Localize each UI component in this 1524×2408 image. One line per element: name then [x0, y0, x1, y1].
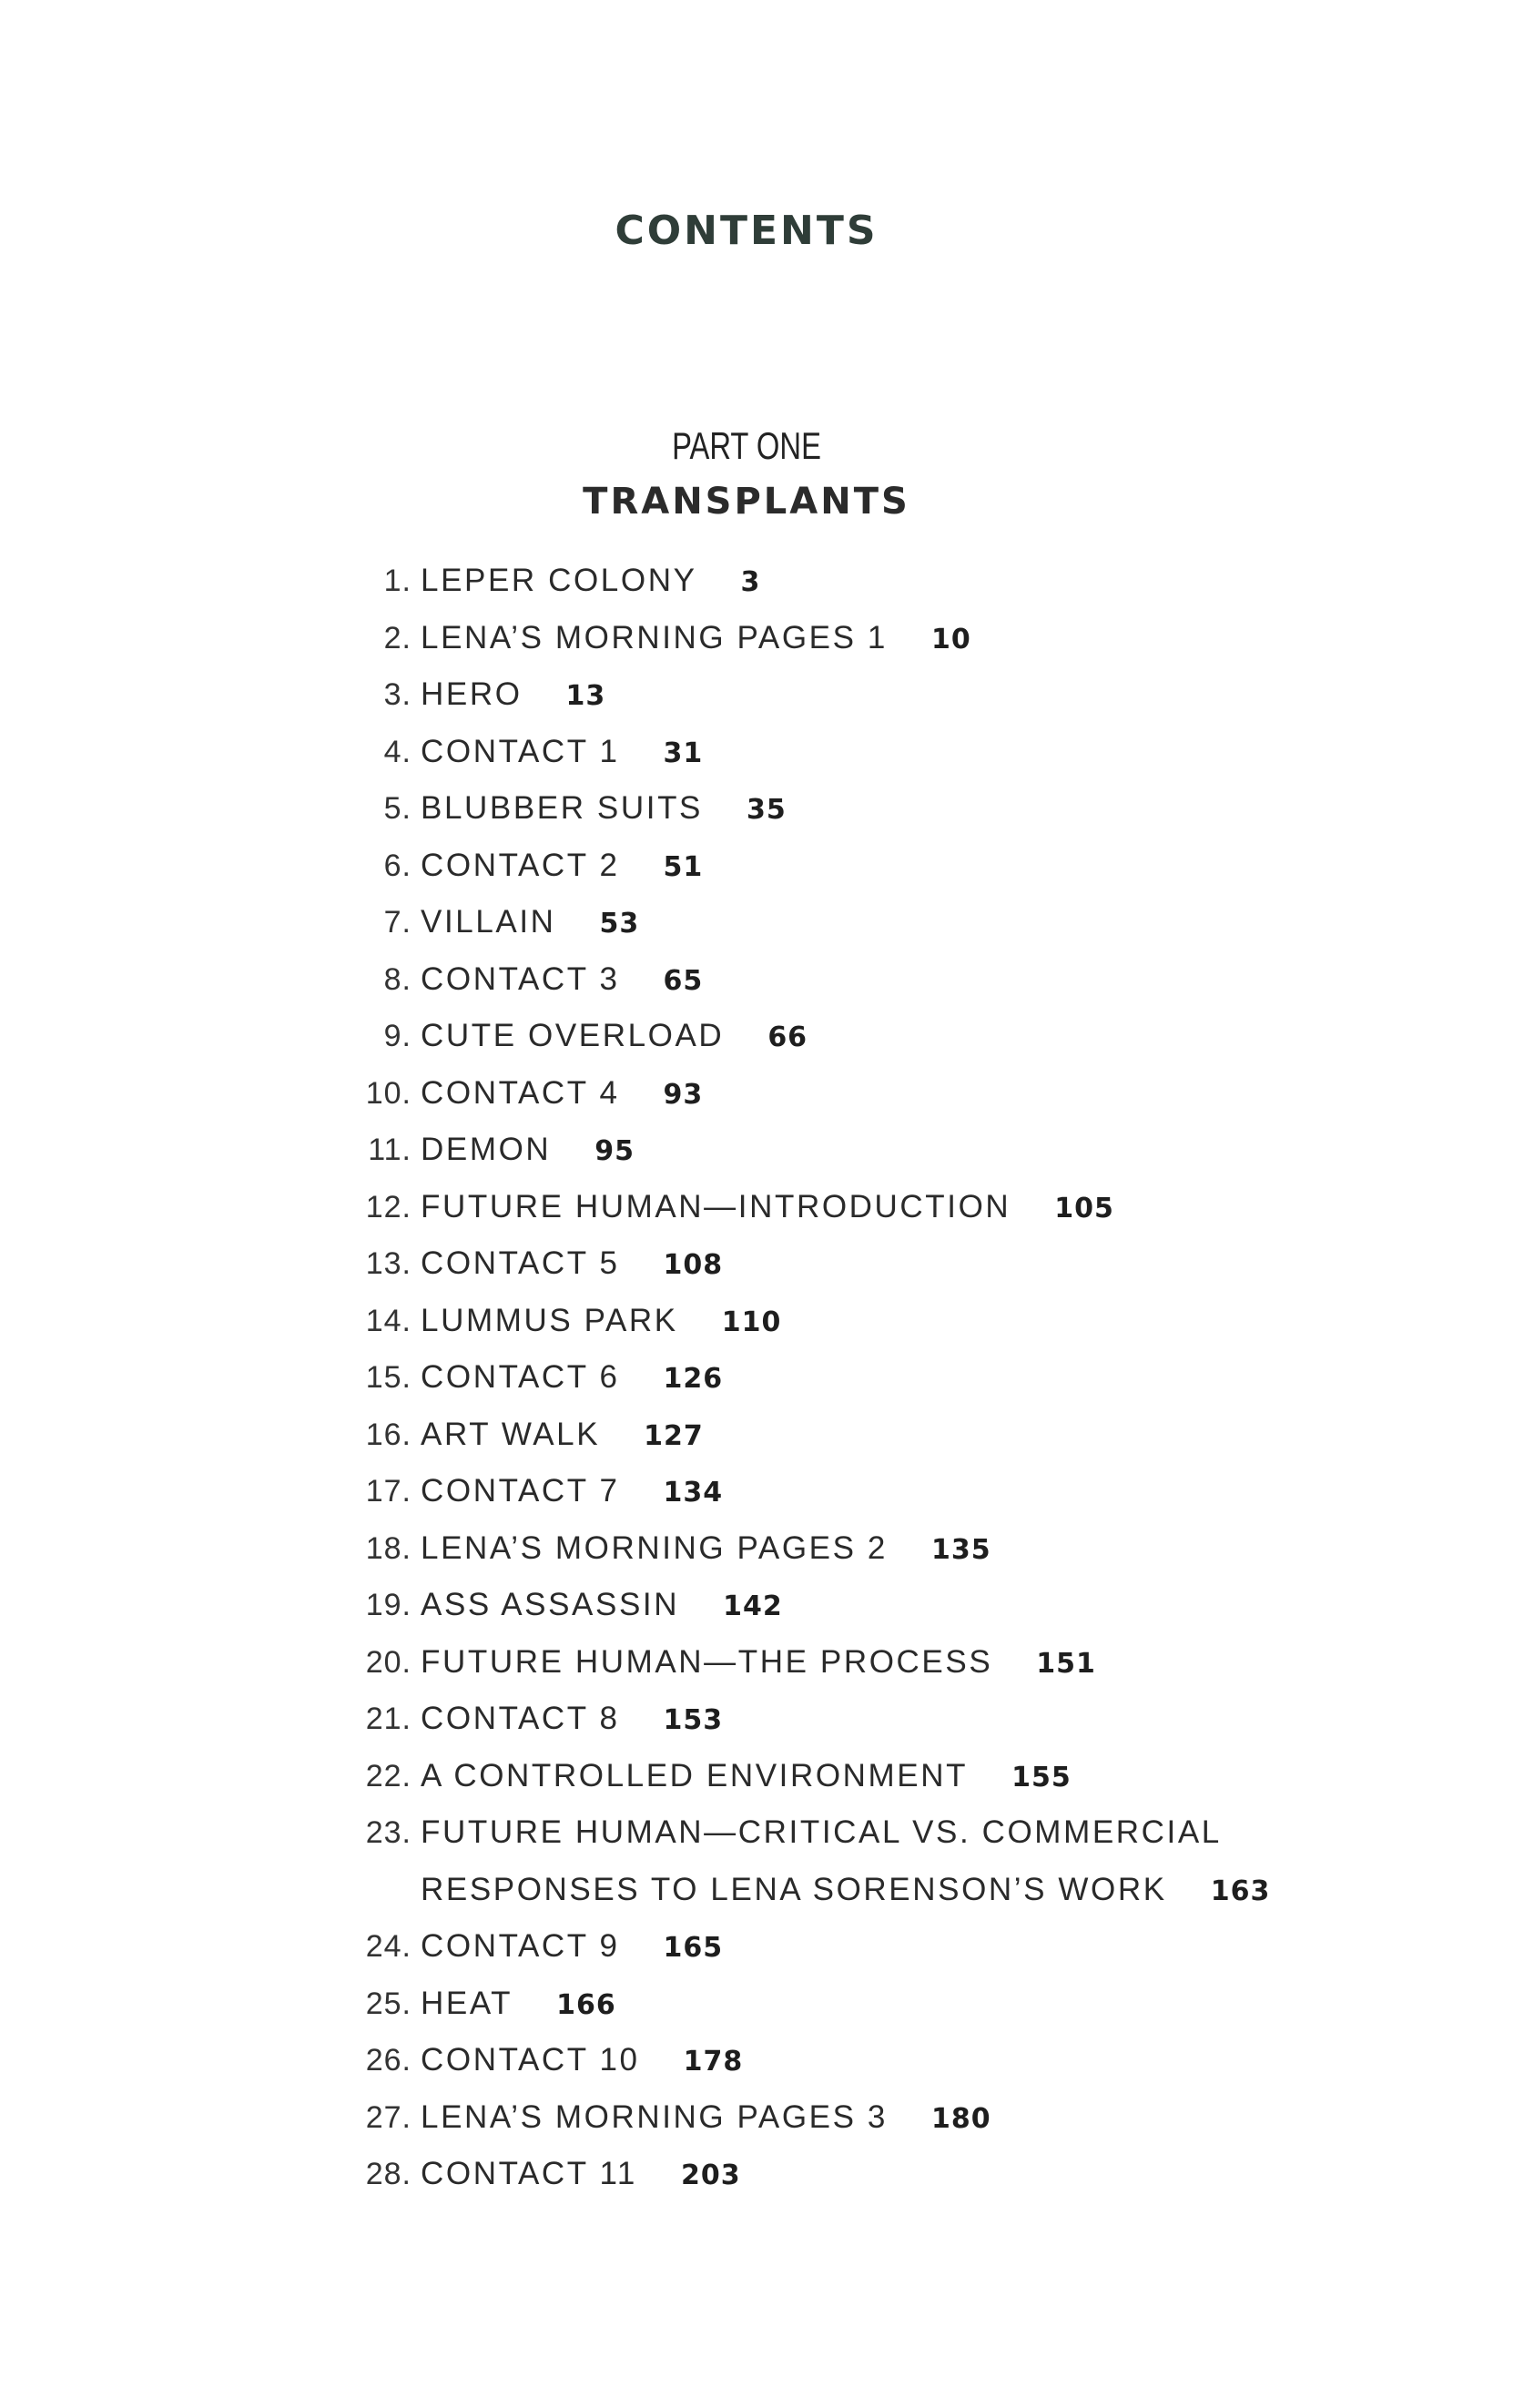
- toc-entry[interactable]: [0, 1804, 1524, 1918]
- page-number: 110: [721, 1306, 782, 1338]
- page-number: 126: [663, 1363, 724, 1395]
- chapter-number: 7.: [383, 905, 411, 940]
- toc-entry[interactable]: [0, 1634, 1524, 1692]
- chapter-title: FUTURE HUMAN—INTRODUCTION: [421, 1188, 1011, 1224]
- chapter-number: 9.: [383, 1019, 411, 1053]
- toc-entry[interactable]: [0, 894, 1524, 951]
- chapter-title: ART WALK: [421, 1416, 601, 1452]
- chapter-title: HEAT: [421, 1985, 513, 2021]
- chapter-title: CONTACT 11: [421, 2156, 637, 2191]
- toc-entry[interactable]: [0, 1122, 1524, 1179]
- page-number: 105: [1054, 1192, 1114, 1224]
- toc-entry[interactable]: [0, 2032, 1524, 2089]
- toc-entry[interactable]: [0, 1918, 1524, 1976]
- toc-entry[interactable]: [0, 1463, 1524, 1520]
- chapter-title: LENA’S MORNING PAGES 3: [421, 2098, 888, 2135]
- page-number: 95: [594, 1135, 635, 1167]
- page-number: 163: [1210, 1875, 1271, 1907]
- chapter-title: CONTACT 3: [421, 960, 620, 997]
- chapter-title: CONTACT 10: [421, 2042, 640, 2078]
- chapter-title: CONTACT 8: [421, 1701, 620, 1736]
- contents-heading: CONTENTS: [615, 208, 879, 254]
- chapter-number: 6.: [383, 848, 411, 883]
- toc-entry[interactable]: [0, 553, 1524, 610]
- part-label: PART ONE: [672, 424, 821, 467]
- chapter-title: LENA’S MORNING PAGES 1: [421, 619, 888, 655]
- page-number: 180: [930, 2102, 991, 2135]
- toc-entry[interactable]: [0, 1520, 1524, 1578]
- chapter-title: CONTACT 4: [421, 1074, 620, 1111]
- page-number: 151: [1036, 1647, 1096, 1680]
- page-number: 108: [663, 1249, 724, 1281]
- chapter-title: FUTURE HUMAN—THE PROCESS: [421, 1643, 993, 1680]
- page-number: 135: [930, 1533, 991, 1566]
- part-title: TRANSPLANTS: [583, 481, 910, 523]
- chapter-number: 22.: [365, 1758, 411, 1793]
- chapter-number: 1.: [383, 564, 411, 598]
- toc-entry[interactable]: [0, 610, 1524, 667]
- page-number: 142: [723, 1590, 783, 1622]
- chapter-number: 16.: [365, 1417, 411, 1452]
- page-number: 65: [663, 964, 704, 997]
- toc-entry[interactable]: [0, 838, 1524, 895]
- chapter-title: BLUBBER SUITS: [421, 790, 703, 826]
- chapter-number: 4.: [383, 734, 411, 769]
- toc-entry[interactable]: [0, 1008, 1524, 1065]
- chapter-number: 13.: [365, 1246, 411, 1281]
- page-number: 153: [663, 1704, 724, 1736]
- chapter-title: VILLAIN: [421, 904, 556, 940]
- page-number: 51: [663, 850, 704, 883]
- chapter-number: 5.: [383, 791, 411, 826]
- chapter-title: CONTACT 1: [421, 733, 620, 769]
- chapter-number: 15.: [365, 1360, 411, 1395]
- toc-entry[interactable]: [0, 1179, 1524, 1236]
- chapter-number: 28.: [365, 2157, 411, 2191]
- chapter-title: CUTE OVERLOAD: [421, 1018, 725, 1053]
- chapter-number: 27.: [365, 2099, 411, 2135]
- chapter-number: 10.: [365, 1075, 411, 1111]
- table-of-contents: [0, 553, 1524, 2203]
- chapter-number: 17.: [365, 1474, 411, 1509]
- page-number: 35: [747, 794, 787, 826]
- chapter-title: RESPONSES TO LENA SORENSON’S WORK: [421, 1871, 1167, 1907]
- page-number: 165: [663, 1932, 724, 1964]
- toc-entry[interactable]: [0, 1691, 1524, 1748]
- chapter-title: CONTACT 7: [421, 1473, 620, 1509]
- toc-entry[interactable]: [0, 951, 1524, 1009]
- chapter-title: FUTURE HUMAN—CRITICAL VS. COMMERCIAL: [421, 1814, 1222, 1850]
- toc-entry[interactable]: [0, 1407, 1524, 1464]
- chapter-number: 26.: [365, 2043, 411, 2078]
- chapter-title: CONTACT 2: [421, 847, 620, 883]
- toc-entry[interactable]: [0, 2146, 1524, 2203]
- page-number: 203: [680, 2159, 741, 2191]
- toc-entry[interactable]: [0, 1065, 1524, 1123]
- chapter-title: ASS ASSASSIN: [421, 1587, 680, 1622]
- chapter-number: 19.: [365, 1588, 411, 1622]
- chapter-number: 21.: [365, 1702, 411, 1736]
- page-number: 3: [740, 566, 761, 598]
- toc-entry[interactable]: [0, 1577, 1524, 1634]
- chapter-number: 3.: [383, 677, 411, 712]
- chapter-number: 25.: [365, 1986, 411, 2021]
- toc-entry[interactable]: [0, 1748, 1524, 1805]
- page-number: 178: [683, 2046, 744, 2078]
- toc-entry[interactable]: [0, 780, 1524, 838]
- chapter-title: LEPER COLONY: [421, 563, 697, 598]
- chapter-title: HERO: [421, 676, 523, 712]
- chapter-number: 18.: [365, 1530, 411, 1566]
- page-number: 127: [644, 1419, 704, 1452]
- chapter-number: 23.: [365, 1815, 411, 1850]
- chapter-title: CONTACT 6: [421, 1359, 620, 1395]
- toc-entry[interactable]: [0, 724, 1524, 781]
- toc-entry[interactable]: [0, 1293, 1524, 1350]
- page-number: 31: [663, 737, 704, 769]
- chapter-number: 11.: [368, 1133, 411, 1167]
- page-number: 53: [599, 908, 640, 940]
- page-number: 13: [565, 680, 606, 712]
- toc-entry[interactable]: [0, 1235, 1524, 1293]
- chapter-title: CONTACT 9: [421, 1928, 620, 1964]
- chapter-title: DEMON: [421, 1132, 552, 1167]
- page-number: 10: [930, 623, 971, 655]
- toc-entry[interactable]: [0, 1349, 1524, 1407]
- chapter-number: 8.: [383, 961, 411, 997]
- toc-entry[interactable]: [0, 2089, 1524, 2147]
- chapter-number: 2.: [383, 620, 411, 655]
- chapter-number: 12.: [365, 1189, 411, 1224]
- toc-entry[interactable]: [0, 666, 1524, 724]
- chapter-title: A CONTROLLED ENVIRONMENT: [421, 1757, 969, 1793]
- chapter-title: CONTACT 5: [421, 1245, 620, 1281]
- toc-entry[interactable]: [0, 1976, 1524, 2033]
- chapter-number: 14.: [365, 1303, 411, 1338]
- chapter-number: 20.: [365, 1644, 411, 1680]
- chapter-number: 24.: [365, 1929, 411, 1964]
- chapter-title: LUMMUS PARK: [421, 1302, 678, 1338]
- page-number: 93: [663, 1078, 704, 1111]
- page-number: 66: [767, 1021, 808, 1053]
- chapter-title: LENA’S MORNING PAGES 2: [421, 1529, 888, 1566]
- page-number: 166: [556, 1988, 616, 2021]
- page-number: 134: [663, 1477, 724, 1509]
- page-number: 155: [1011, 1761, 1072, 1793]
